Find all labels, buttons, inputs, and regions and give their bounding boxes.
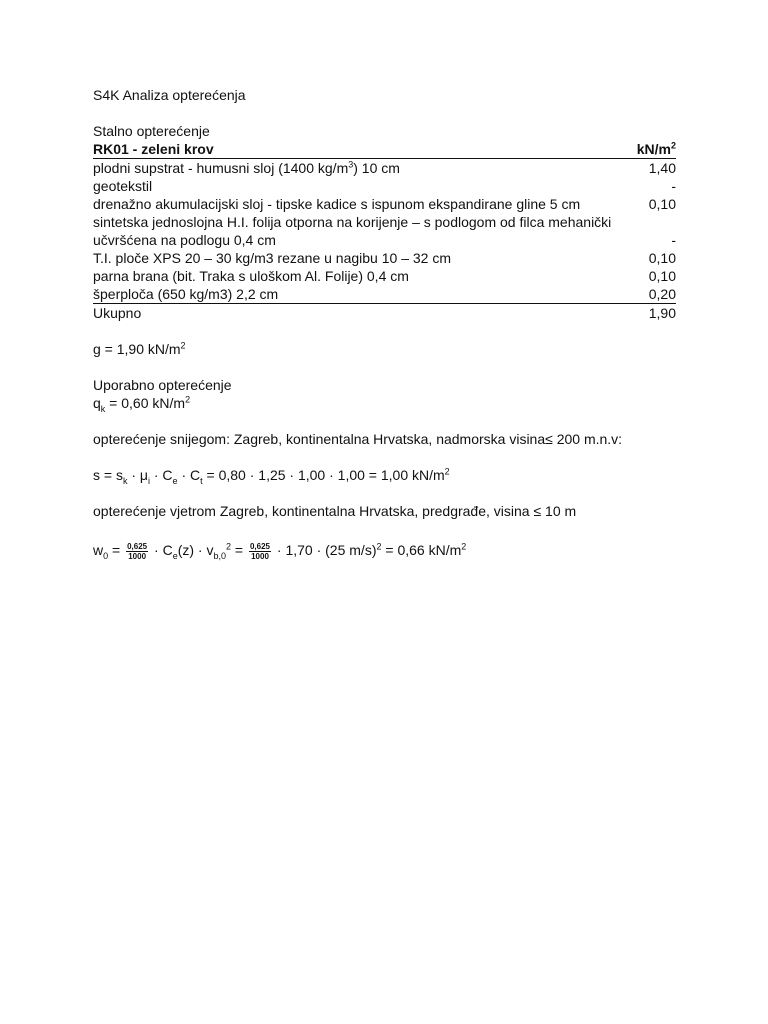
row-value: 0,20 [648,286,676,302]
row-label: drenažno akumulacijski sloj - tipske kadice s ispunom ekspandirane gline 5 cm [93,196,581,212]
q-formula: $q_k = 0,60$ $kN/m^2$ [93,394,191,414]
row-label: parna brana (bit. Traka s uloškom Al. Folije) 0,4 cm [93,268,409,284]
live-load-heading: Uporabno opterećenje [93,377,232,393]
row-value: 0,10 [648,250,676,266]
dead-load-heading: Stalno opterećenje [93,123,210,139]
table-row [93,285,676,304]
g-formula: g = 1,90 $kN/m^2$ [93,340,186,357]
row-value: 1,40 [648,160,676,176]
table-row [93,213,676,231]
table-row [93,231,676,249]
table-row [93,249,676,267]
row-value: - [671,178,676,194]
wind-heading: opterećenje vjetrom Zagreb, kontinentalna Hrvatska, predgrađe, visina ≤ 10 m [93,503,577,519]
fraction: $\frac{0,625}{1000}$ [249,541,271,561]
table-header [93,140,676,159]
table-row [93,195,676,213]
document-title: S4K Analiza opterećenja [93,87,246,103]
row-label: geotekstil [93,178,153,194]
total-value: 1,90 [648,305,676,321]
row-label: šperploča (650 kg/m3) 2,2 cm [93,286,279,302]
table-row [93,177,676,195]
row-label: plodni supstrat - humusni sloj (1400 $kg/m^3$) 10 cm [93,159,400,176]
snow-heading: opterećenje snijegom: Zagreb, kontinentalna Hrvatska, nadmorska visina≤ 200 m.n.v: [93,431,623,447]
document-page [93,86,676,562]
table-row [93,159,676,177]
row-label: T.I. ploče XPS 20 – 30 kg/m3 rezane u nagibu 10 – 32 cm [93,250,451,266]
row-value: 0,10 [648,196,676,212]
wind-formula: $w_0$ = $\frac{0,625}{1000}$ · $C_e(z) \cdot v_{b,0}^2$ = $\frac{0,625}{1000}$ · 1,70 · (25 m/s)$^2$ = 0,66 $kN/m^2$ [93,541,467,561]
row-value: - [671,232,676,248]
table-total-row [93,304,676,322]
table-unit: $kN/m^2$ [636,140,676,157]
table-row [93,267,676,285]
row-label-line1: sintetska jednoslojna H.I. folija otporna na korijenje – s podlogom od filca mehanički [93,214,612,230]
fraction: $\frac{0,625}{1000}$ [127,541,148,561]
table-name: RK01 - zeleni krov [93,141,214,157]
row-label-line2: učvršćena na podlogu 0,4 cm [93,232,276,248]
total-label: Ukupno [93,305,142,321]
snow-formula: $s = s_k \cdot \mu_i \cdot C_e \cdot C_t = 0,80 \cdot 1,25 \cdot 1,00 \cdot 1,00 = 1,00$ $kN/m^2$ [93,466,450,486]
row-value: 0,10 [648,268,676,284]
